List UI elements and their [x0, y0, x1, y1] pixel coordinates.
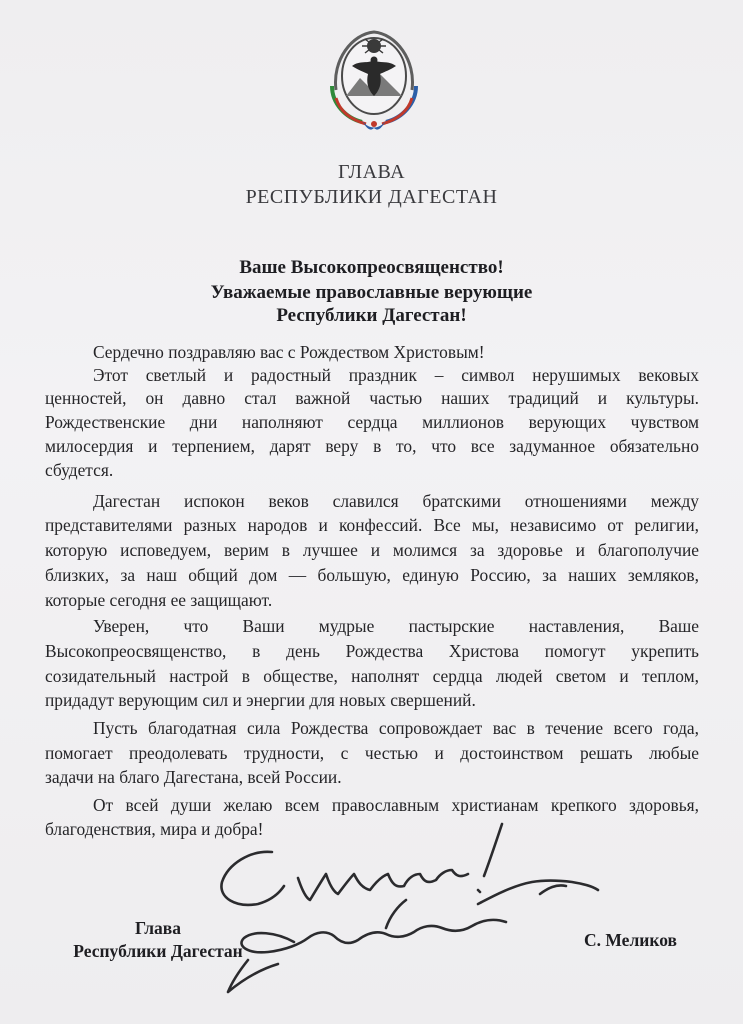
body-line: которую исповедуем, верим в лучшее и молимся за здоровье и благополучие [45, 540, 699, 560]
letterhead-subtitle: РЕСПУБЛИКИ ДАГЕСТАН [245, 186, 498, 208]
body-line: представителями разных народов и конфессий. Все мы, независимо от религии, [45, 515, 699, 535]
coat-of-arms-icon [322, 20, 426, 138]
body-line: помогает преодолевать трудности, с честью и достоинством решать любые [45, 743, 699, 763]
body-line: созидательный настрой в обществе, наполнят сердца людей светом и теплом, [45, 666, 699, 686]
body-line: Уверен, что Ваши мудрые пастырские наставления, Ваше [93, 616, 699, 636]
body-line: которые сегодня ее защищают. [45, 590, 273, 610]
body-line: задачи на благо Дагестана, всей России. [45, 767, 342, 787]
body-line: ценностей, он давно стал важной частью наших традиций и культуры. [45, 388, 699, 408]
body-line: От всей души желаю всем православным христианам крепкого здоровья, [93, 795, 699, 815]
body-line: Сердечно поздравляю вас с Рождеством Христовым! [93, 342, 485, 362]
body-line: благоденствия, мира и добра! [45, 819, 264, 839]
body-line: Пусть благодатная сила Рождества сопровождает вас в течение всего года, [93, 718, 699, 738]
body-line: Этот светлый и радостный праздник – символ нерушимых вековых [93, 365, 699, 385]
signer-name: С. Меликов [584, 930, 677, 950]
signature-title-line-2: Республики Дагестан [73, 941, 243, 961]
body-line: близких, за наш общий дом — большую, единую Россию, за наших земляков, [45, 565, 699, 585]
body-line: Высокопреосвященство, в день Рождества Христова помогут укрепить [45, 641, 699, 661]
greeting-line-2: Уважаемые православные верующие [210, 282, 533, 303]
letterhead-title: ГЛАВА [337, 161, 406, 183]
signature-title-line-1: Глава [135, 918, 181, 938]
body-line: сбудется. [45, 460, 114, 480]
greeting-line-3: Республики Дагестан! [276, 305, 467, 326]
body-line: милосердия и терпением, дарят веру в то, что все задуманное обязательно [45, 436, 699, 456]
body-line: Рождественские дни наполняют сердца миллионов верующих чувством [45, 412, 699, 432]
body-line: придадут верующим сил и энергии для новых свершений. [45, 690, 476, 710]
body-line: Дагестан испокон веков славился братскими отношениями между [93, 491, 699, 511]
greeting-line-1: Ваше Высокопреосвященство! [239, 257, 504, 278]
